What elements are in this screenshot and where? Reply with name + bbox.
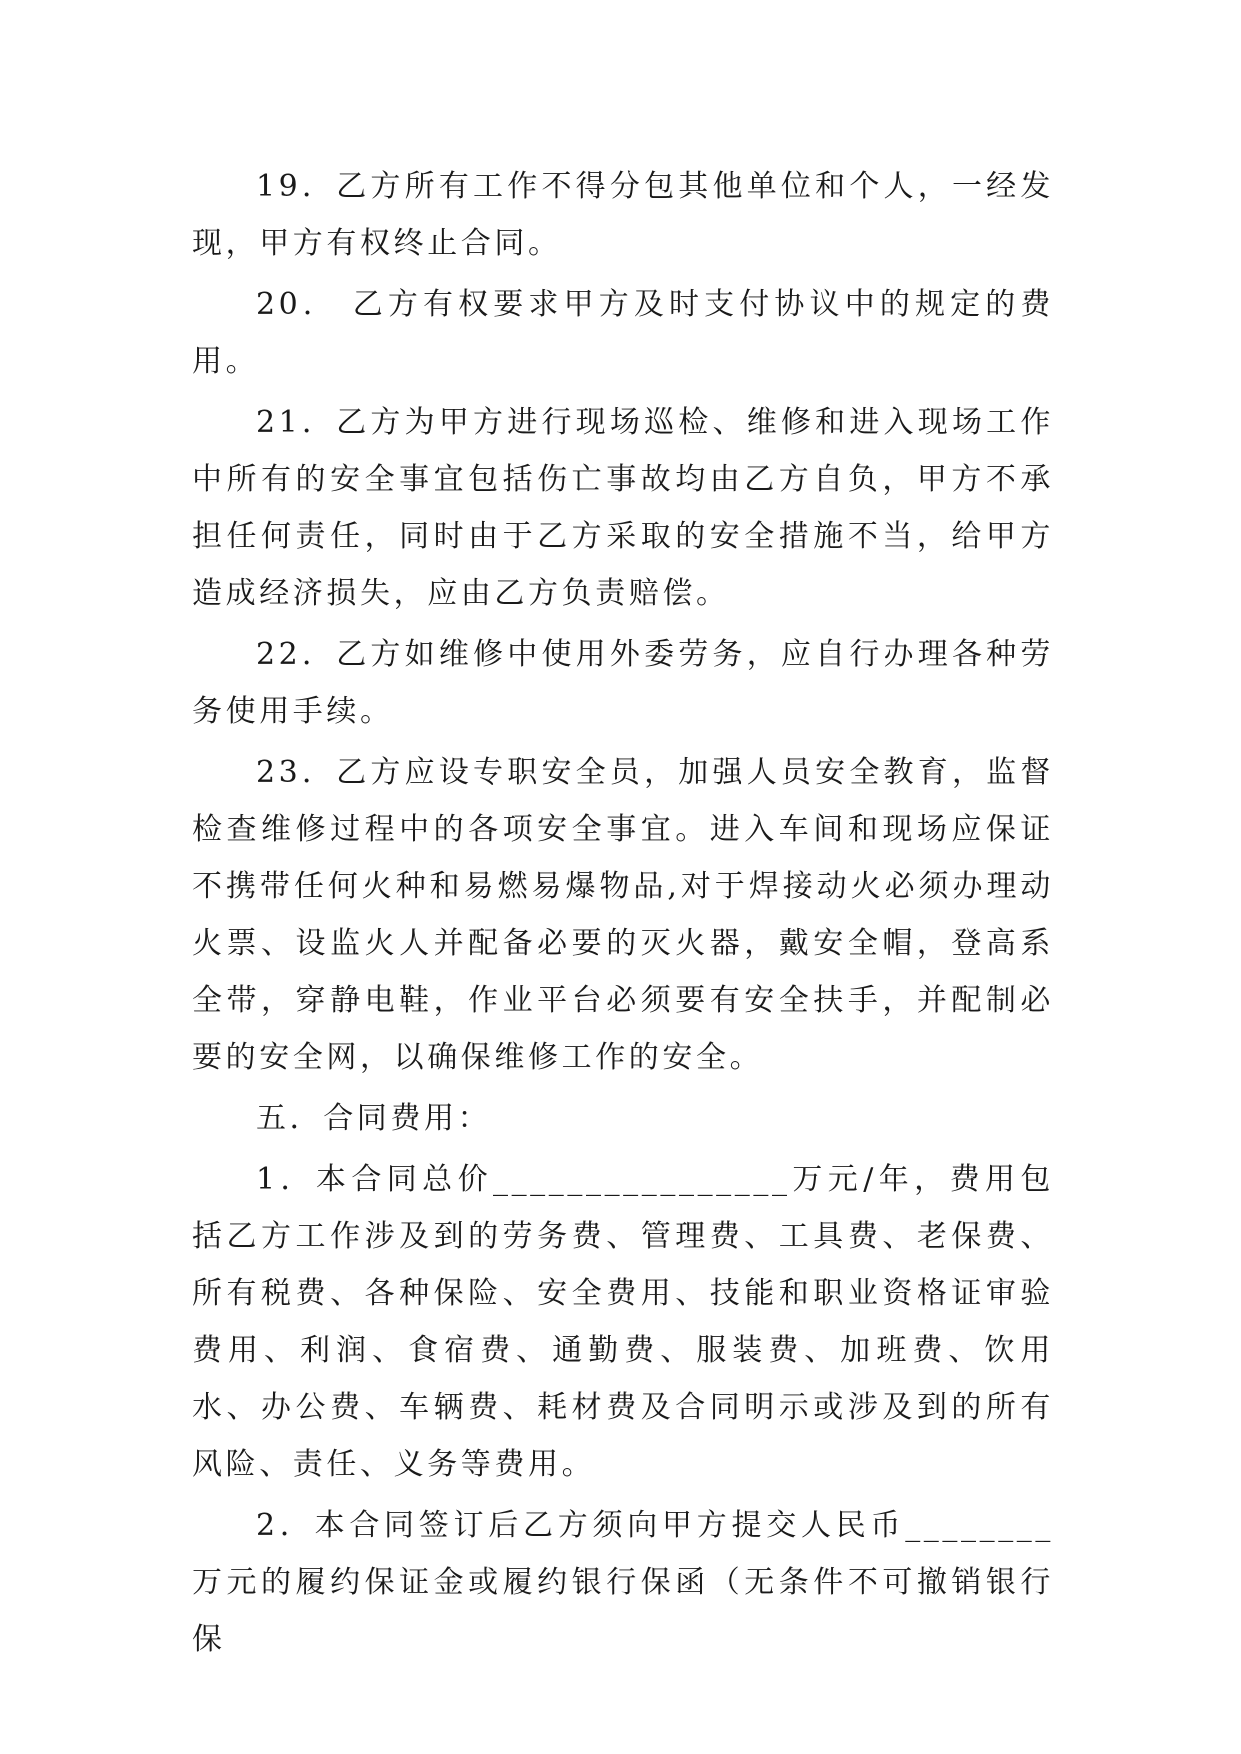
clause-21-text: 21．乙方为甲方进行现场巡检、维修和进入现场工作中所有的安全事宜包括伤亡事故均由乙方自负，甲方不承担任何责任，同时由于乙方采取的安全措施不当，给甲方造成经济损失，应由乙方负责赔偿。 — [192, 405, 1054, 611]
fee-clause-2-text: 2．本合同签订后乙方须向甲方提交人民币________万元的履约保证金或履约银行保函（无条件不可撤销银行保 — [192, 1508, 1054, 1657]
clause-19-text: 19．乙方所有工作不得分包其他单位和个人，一经发现，甲方有权终止合同。 — [192, 169, 1054, 261]
document-body — [192, 158, 1054, 1672]
clause-23 — [192, 744, 1054, 1086]
clause-22-text: 22．乙方如维修中使用外委劳务，应自行办理各种劳务使用手续。 — [192, 637, 1054, 729]
fee-clause-2 — [192, 1497, 1054, 1668]
clause-21 — [192, 394, 1054, 622]
clause-22 — [192, 626, 1054, 740]
section-heading-text: 五．合同费用： — [256, 1101, 492, 1136]
clause-20-text: 20． 乙方有权要求甲方及时支付协议中的规定的费用。 — [192, 287, 1054, 379]
clause-19 — [192, 158, 1054, 272]
clause-20 — [192, 276, 1054, 390]
section-heading-contract-fees — [192, 1090, 1054, 1147]
fee-clause-1-text: 1．本合同总价________________万元/年，费用包括乙方工作涉及到的劳务费、管理费、工具费、老保费、所有税费、各种保险、安全费用、技能和职业资格证审验费用、利润、食宿费、通勤费、服装费、加班费、饮用水、办公费、车辆费、耗材费及合同明示或涉及到的所有风险、责任、义务等费用。 — [192, 1162, 1054, 1482]
fee-clause-1 — [192, 1151, 1054, 1493]
clause-23-text: 23．乙方应设专职安全员，加强人员安全教育，监督检查维修过程中的各项安全事宜。进入车间和现场应保证不携带任何火种和易燃易爆物品,对于焊接动火必须办理动火票、设监火人并配备必要的灭火器，戴安全帽，登高系全带，穿静电鞋，作业平台必须要有安全扶手，并配制必要的安全网，以确保维修工作的安全。 — [192, 755, 1054, 1075]
